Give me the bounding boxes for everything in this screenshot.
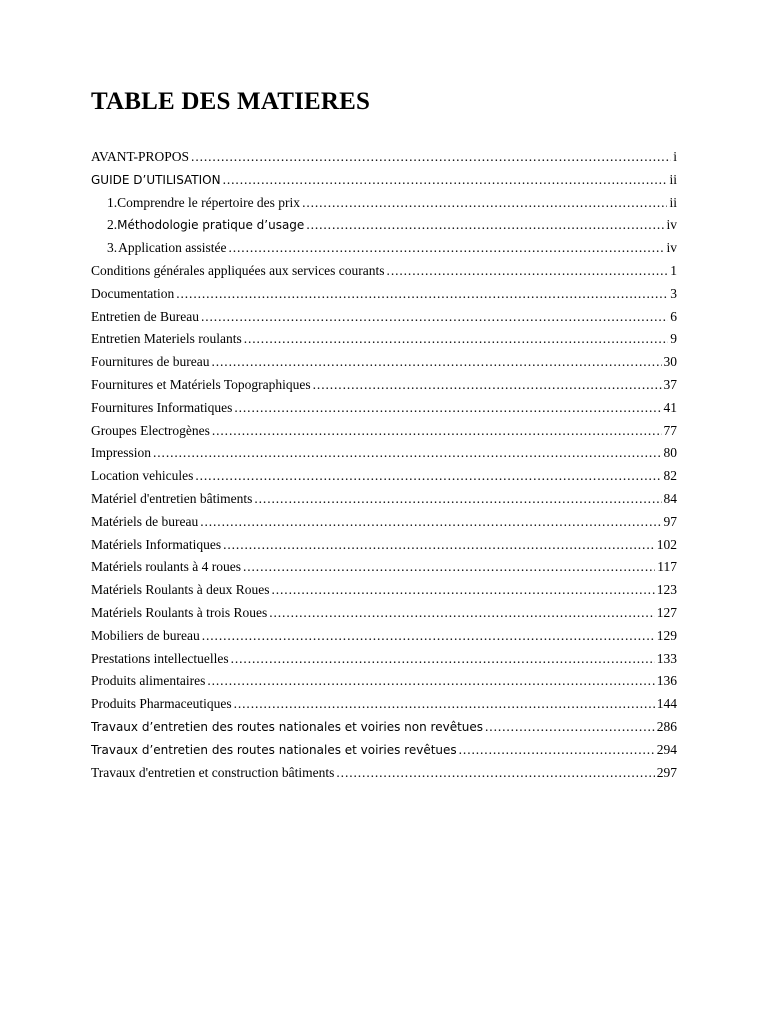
toc-entry-page-number: 3 [670, 285, 677, 301]
toc-entry-label: Location vehicules [91, 468, 194, 484]
toc-entry-page-number: 84 [663, 490, 677, 506]
dot-leader [153, 442, 662, 465]
toc-entry[interactable] [91, 511, 677, 534]
toc-entry-page-number: 6 [670, 308, 677, 324]
toc-entry-page-number: ii [669, 171, 677, 187]
toc-entry-label: Travaux d’entretien des routes nationales et voiries non revêtues [91, 719, 484, 734]
dot-leader [195, 465, 661, 488]
dot-leader [176, 283, 668, 306]
toc-entry-label: Groupes Electrogènes [91, 422, 210, 438]
toc-entry-page-number: 1 [670, 262, 677, 278]
dot-leader [313, 374, 662, 397]
toc-entry-label: Matériels Roulants à trois Roues [91, 604, 268, 620]
toc-entry[interactable] [91, 192, 677, 215]
dot-leader [231, 648, 655, 671]
dot-leader [244, 328, 669, 351]
toc-entry[interactable] [91, 648, 677, 671]
dot-leader [200, 511, 661, 534]
dot-leader [211, 351, 661, 374]
toc-entry-label: Matériels de bureau [91, 513, 199, 529]
toc-entry[interactable] [91, 625, 677, 648]
toc-entry-label: Travaux d’entretien des routes nationales et voiries revêtues [91, 742, 457, 757]
toc-entry[interactable] [91, 260, 677, 283]
toc-entry[interactable] [91, 579, 677, 602]
dot-leader [271, 579, 654, 602]
toc-entry[interactable] [91, 306, 677, 329]
toc-entry-page-number: 127 [656, 604, 677, 620]
dot-leader [459, 739, 655, 762]
toc-entry-page-number: 77 [663, 422, 677, 438]
toc-entry-label: Application assistée [118, 240, 227, 256]
toc-entry-page-number: 9 [670, 331, 677, 347]
toc-entry-page-number: 41 [663, 399, 677, 415]
dot-leader [306, 214, 664, 237]
dot-leader [223, 169, 668, 192]
toc-entry-page-number: 129 [656, 627, 677, 643]
toc-entry-label: Impression [91, 445, 151, 461]
dot-leader [387, 260, 669, 283]
toc-entry-page-number: 294 [656, 741, 677, 757]
toc-entry-label: Prestations intellectuelles [91, 650, 229, 666]
page-title: TABLE DES MATIERES [91, 88, 371, 115]
toc-entry-page-number: 82 [663, 468, 677, 484]
toc-entry-page-number: 286 [656, 718, 677, 734]
toc-entry-page-number: iv [666, 240, 677, 256]
dot-leader [202, 625, 655, 648]
toc-entry-number: 1. [107, 194, 118, 210]
toc-entry-label: Travaux d'entretien et construction bâtiments [91, 764, 335, 780]
dot-leader [336, 762, 654, 785]
toc-entry-label: Matériels Roulants à deux Roues [91, 582, 270, 598]
toc-entry-label: Fournitures Informatiques [91, 399, 233, 415]
toc-entry-label: GUIDE D’UTILISATION [91, 172, 221, 187]
toc-entry[interactable] [91, 739, 677, 762]
toc-entry[interactable] [91, 716, 677, 739]
toc-entry[interactable] [91, 602, 677, 625]
toc-entry-label: Matériels roulants à 4 roues [91, 559, 241, 575]
toc-entry-label: Comprendre le répertoire des prix [117, 194, 301, 210]
toc-entry-label: Mobiliers de bureau [91, 627, 200, 643]
toc-entry-label: Entretien Materiels roulants [91, 331, 242, 347]
toc-entry[interactable] [91, 237, 677, 260]
toc-entry-page-number: 297 [656, 764, 677, 780]
toc-entry-page-number: i [673, 149, 677, 164]
toc-entry[interactable] [91, 351, 677, 374]
toc-entry-label: Méthodologie pratique d’usage [117, 218, 305, 233]
dot-leader [234, 693, 655, 716]
toc-entry[interactable] [91, 762, 677, 785]
toc-entry-page-number: 37 [663, 376, 677, 392]
dot-leader [212, 420, 662, 443]
toc-entry-page-number: 123 [656, 582, 677, 598]
toc-entry[interactable] [91, 214, 677, 237]
toc-entry-page-number: 117 [657, 559, 677, 575]
toc-entry-page-number: 30 [663, 354, 677, 370]
toc-entry[interactable] [91, 146, 677, 169]
toc-entry[interactable] [91, 169, 677, 192]
toc-entry-label: Matériels Informatiques [91, 536, 222, 552]
toc-entry-number: 3. [107, 240, 118, 256]
dot-leader [243, 556, 655, 579]
toc-entry[interactable] [91, 374, 677, 397]
toc-entry[interactable] [91, 534, 677, 557]
dot-leader [254, 488, 661, 511]
toc-entry-number: 2. [107, 217, 118, 233]
table-of-contents [91, 146, 677, 784]
toc-entry[interactable] [91, 465, 677, 488]
toc-entry-label: Conditions générales appliquées aux services courants [91, 262, 385, 278]
dot-leader [234, 397, 661, 420]
toc-entry[interactable] [91, 670, 677, 693]
dot-leader [207, 670, 654, 693]
toc-entry-page-number: 144 [656, 696, 677, 712]
dot-leader [223, 534, 655, 557]
toc-entry-page-number: 133 [656, 650, 677, 666]
dot-leader [228, 237, 664, 260]
toc-entry-label: Fournitures de bureau [91, 354, 210, 370]
toc-entry-label: Documentation [91, 285, 175, 301]
toc-entry[interactable] [91, 556, 677, 579]
toc-entry[interactable] [91, 328, 677, 351]
toc-entry[interactable] [91, 488, 677, 511]
toc-entry[interactable] [91, 397, 677, 420]
dot-leader [191, 146, 671, 169]
toc-entry-label: Produits alimentaires [91, 673, 206, 689]
toc-entry[interactable] [91, 442, 677, 465]
toc-entry[interactable] [91, 693, 677, 716]
toc-entry-label: Entretien de Bureau [91, 308, 199, 324]
toc-entry-label: Matériel d'entretien bâtiments [91, 490, 253, 506]
toc-entry-page-number: ii [669, 194, 677, 210]
toc-entry-page-number: 80 [663, 445, 677, 461]
dot-leader [485, 716, 655, 739]
dot-leader [269, 602, 655, 625]
toc-entry[interactable] [91, 283, 677, 306]
toc-entry-page-number: iv [666, 217, 677, 233]
toc-entry-page-number: 102 [656, 536, 677, 552]
toc-entry-page-number: 97 [663, 513, 677, 529]
toc-entry-label: Produits Pharmaceutiques [91, 696, 232, 712]
dot-leader [201, 306, 668, 329]
toc-entry-label: Fournitures et Matériels Topographiques [91, 376, 311, 392]
toc-entry-page-number: 136 [656, 673, 677, 689]
toc-entry[interactable] [91, 420, 677, 443]
toc-entry-label: AVANT-PROPOS [91, 149, 190, 164]
dot-leader [302, 192, 667, 215]
